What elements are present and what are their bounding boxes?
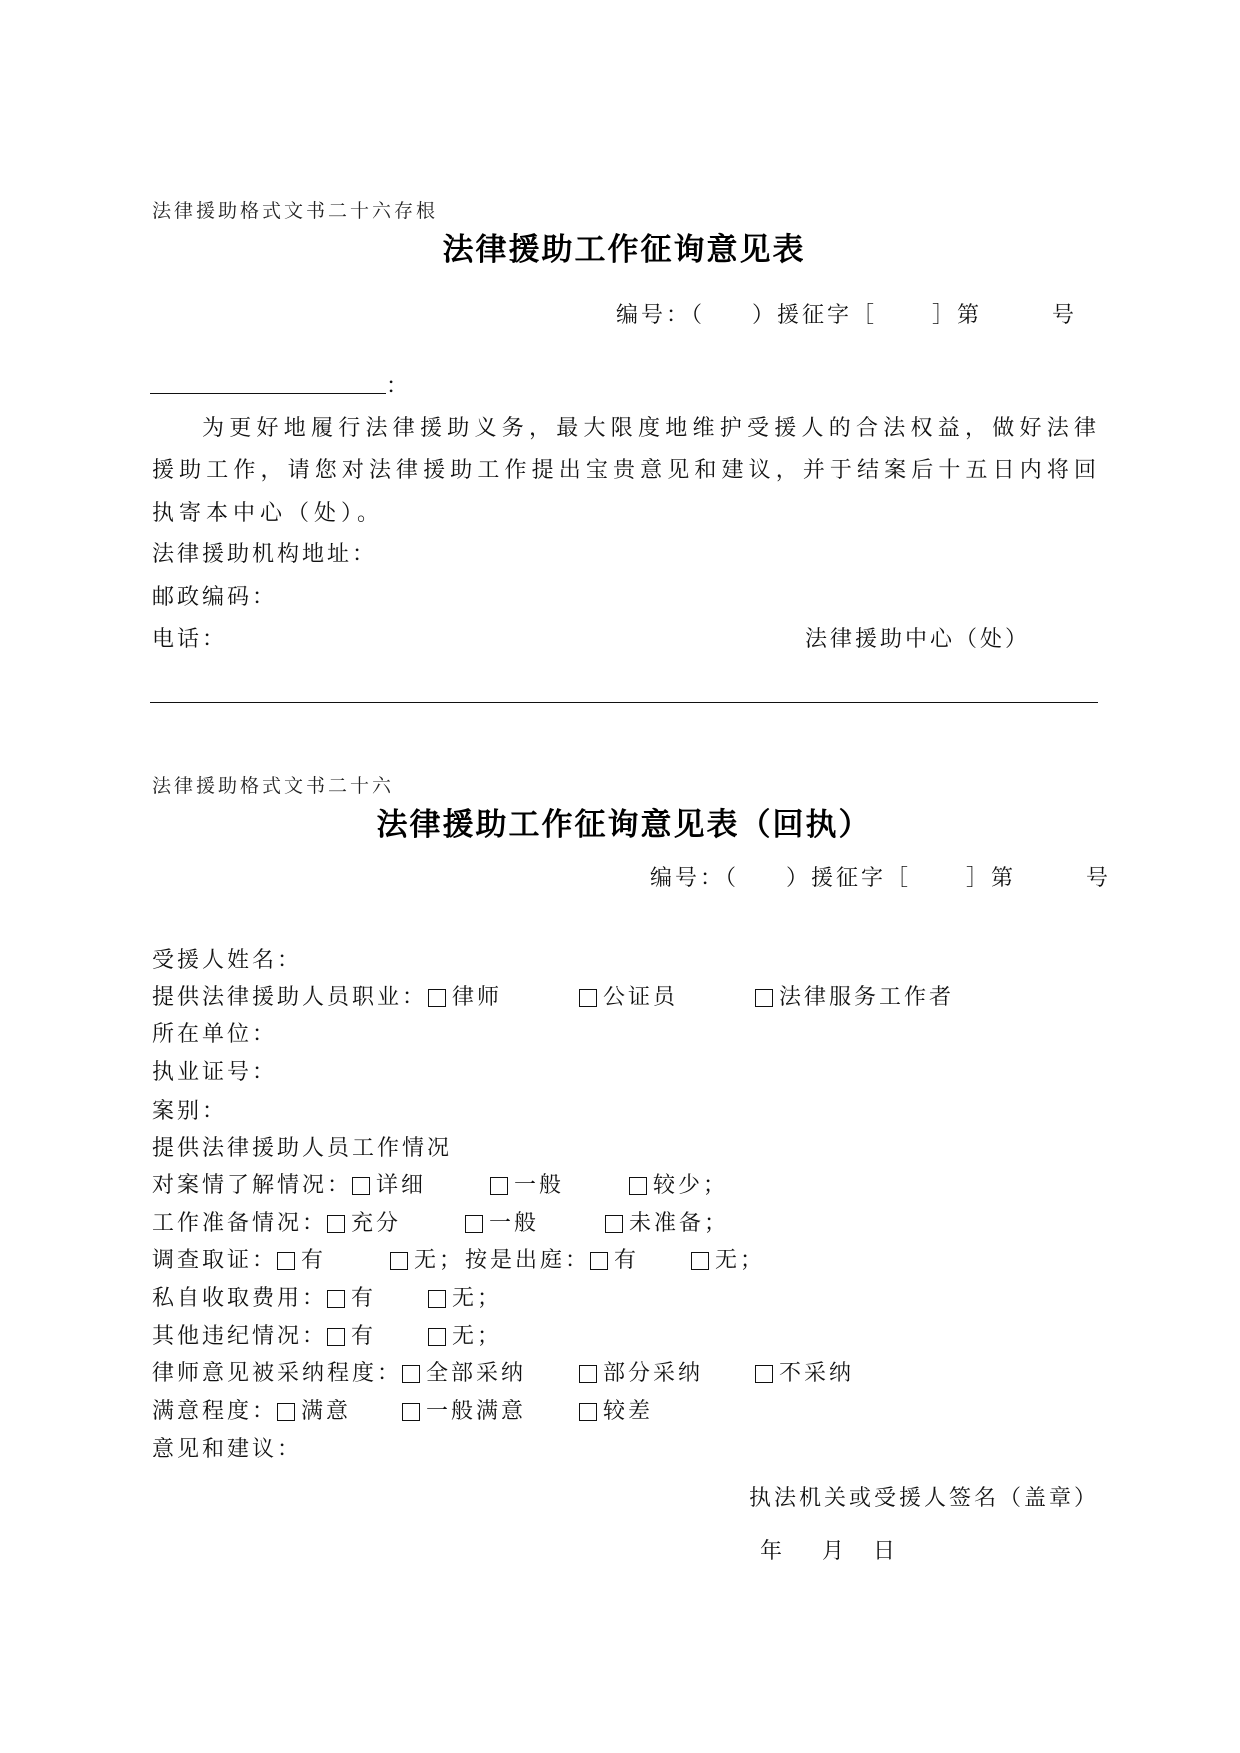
number-line-part: ］第 (966, 866, 1017, 891)
comments-row (0, 1435, 1240, 1465)
opinion-adoption-label: 律师意见被采纳程度： (152, 1361, 403, 1386)
option-yes (327, 1284, 376, 1314)
option-not-prepared (605, 1209, 729, 1239)
date-year-label: 年 (760, 1539, 786, 1564)
option-partially-adopted (579, 1359, 703, 1389)
checkbox-icon (579, 989, 597, 1007)
checkbox-icon (428, 1290, 446, 1308)
checkbox-icon (402, 1403, 420, 1421)
option-label: 法律服务工作者 (779, 985, 955, 1010)
checkbox-icon (465, 1215, 483, 1233)
option-general (490, 1171, 564, 1201)
checkbox-icon (579, 1403, 597, 1421)
date-month-label: 月 (822, 1539, 848, 1564)
number-line-part: 号 (1086, 866, 1112, 891)
stub-doc-code: 法律援助格式文书二十六存根 (152, 200, 439, 222)
evidence-court-row (0, 1246, 1240, 1276)
issuer-name: 法律援助中心（处） (805, 627, 1031, 652)
option-label: 较差 (603, 1399, 654, 1424)
option-label: 有 (614, 1248, 640, 1273)
option-label: 全部采纳 (426, 1361, 527, 1386)
option-legal-service-worker (755, 983, 954, 1013)
checkbox-icon (352, 1177, 370, 1195)
option-label: 有 (351, 1324, 377, 1349)
option-sufficient (327, 1209, 401, 1239)
checkbox-icon (277, 1252, 295, 1270)
evidence-label: 调查取证： (152, 1248, 278, 1273)
checkbox-icon (428, 1328, 446, 1346)
checkbox-icon (428, 989, 446, 1007)
preparation-row (0, 1209, 1240, 1239)
option-no (428, 1322, 502, 1352)
checkbox-icon (605, 1215, 623, 1233)
date-day-label: 日 (873, 1539, 899, 1564)
recipient-colon: ： (386, 374, 412, 399)
private-fees-row (0, 1284, 1240, 1314)
license-row (0, 1058, 1240, 1088)
number-line-part: 编号：（ (650, 866, 740, 891)
receipt-doc-code: 法律援助格式文书二十六 (152, 775, 395, 797)
option-yes (327, 1322, 376, 1352)
checkbox-icon (629, 1177, 647, 1195)
number-line-part: ］第 (932, 303, 983, 328)
signature-label: 执法机关或受援人签名（盖章） (749, 1486, 1100, 1511)
option-poor (579, 1397, 653, 1427)
work-status-heading: 提供法律援助人员工作情况 (152, 1136, 453, 1161)
option-label: 充分 (351, 1211, 402, 1236)
option-label: 律师 (452, 985, 503, 1010)
case-understanding-row (0, 1171, 1240, 1201)
option-label: 无； (452, 1324, 503, 1349)
checkbox-icon (755, 1365, 773, 1383)
checkbox-icon (590, 1252, 608, 1270)
intro-line: 为更好地履行法律援助义务，最大限度地维护受援人的合法权益，做好法律 (202, 416, 1096, 441)
case-type-label: 案别： (152, 1099, 228, 1124)
checkbox-icon (277, 1403, 295, 1421)
recipient-name-row (0, 946, 1240, 976)
case-type-row (0, 1097, 1240, 1127)
other-misconduct-row (0, 1322, 1240, 1352)
option-label: 一般满意 (426, 1399, 527, 1424)
option-label: 一般 (489, 1211, 540, 1236)
option-label: 无； (414, 1248, 465, 1273)
checkbox-icon (327, 1290, 345, 1308)
option-label: 公证员 (603, 985, 679, 1010)
option-fairly-satisfied (402, 1397, 526, 1427)
option-label: 有 (351, 1286, 377, 1311)
postal-code-label: 邮政编码： (152, 585, 278, 610)
option-label: 无； (715, 1248, 766, 1273)
number-line-part: 号 (1052, 303, 1078, 328)
number-line-part: ）援征字［ (752, 303, 878, 328)
satisfaction-row (0, 1397, 1240, 1427)
option-no (691, 1246, 765, 1276)
intro-line: 援助工作，请您对法律援助工作提出宝贵意见和建议，并于结案后十五日内将回 (152, 458, 1096, 483)
employer-label: 所在单位： (152, 1022, 278, 1047)
number-line-part: ）援征字［ (786, 866, 912, 891)
opinion-adoption-row (0, 1359, 1240, 1389)
recipient-blank-line (150, 393, 386, 394)
checkbox-icon (691, 1252, 709, 1270)
option-fully-adopted (402, 1359, 526, 1389)
option-yes (590, 1246, 639, 1276)
intro-line: 执寄本中心（处）。 (152, 501, 385, 526)
option-no (390, 1246, 464, 1276)
case-understanding-label: 对案情了解情况： (152, 1173, 353, 1198)
option-no (428, 1284, 502, 1314)
checkbox-icon (390, 1252, 408, 1270)
option-satisfied (277, 1397, 351, 1427)
checkbox-icon (402, 1365, 420, 1383)
option-label: 有 (301, 1248, 327, 1273)
option-not-adopted (755, 1359, 854, 1389)
private-fees-label: 私自收取费用： (152, 1286, 328, 1311)
checkbox-icon (490, 1177, 508, 1195)
option-detailed (352, 1171, 426, 1201)
employer-row (0, 1020, 1240, 1050)
satisfaction-label: 满意程度： (152, 1399, 278, 1424)
option-label: 部分采纳 (603, 1361, 704, 1386)
option-label: 详细 (376, 1173, 427, 1198)
option-notary (579, 983, 678, 1013)
option-yes (277, 1246, 326, 1276)
address-label: 法律援助机构地址： (152, 542, 378, 567)
option-label: 一般 (514, 1173, 565, 1198)
occupation-row (0, 983, 1240, 1013)
license-label: 执业证号： (152, 1060, 278, 1085)
option-lawyer (428, 983, 502, 1013)
option-label: 不采纳 (779, 1361, 855, 1386)
checkbox-icon (579, 1365, 597, 1383)
stub-title: 法律援助工作征询意见表 (442, 232, 806, 268)
recipient-name-label: 受援人姓名： (152, 948, 303, 973)
other-misconduct-label: 其他违纪情况： (152, 1324, 328, 1349)
option-label: 满意 (301, 1399, 352, 1424)
work-status-row (0, 1134, 1240, 1164)
preparation-label: 工作准备情况： (152, 1211, 328, 1236)
checkbox-icon (755, 989, 773, 1007)
receipt-title: 法律援助工作征询意见表（回执） (376, 807, 872, 843)
number-line-part: 编号：（ (616, 303, 706, 328)
court-appearance-label: 按是出庭： (465, 1248, 591, 1273)
checkbox-icon (327, 1328, 345, 1346)
option-general (465, 1209, 539, 1239)
phone-label: 电话： (152, 627, 228, 652)
checkbox-icon (327, 1215, 345, 1233)
option-label: 无； (452, 1286, 503, 1311)
option-label: 未准备； (629, 1211, 730, 1236)
option-label: 较少； (653, 1173, 729, 1198)
occupation-label: 提供法律援助人员职业： (152, 985, 428, 1010)
option-little (629, 1171, 728, 1201)
comments-label: 意见和建议： (152, 1437, 303, 1462)
section-divider (150, 702, 1098, 703)
